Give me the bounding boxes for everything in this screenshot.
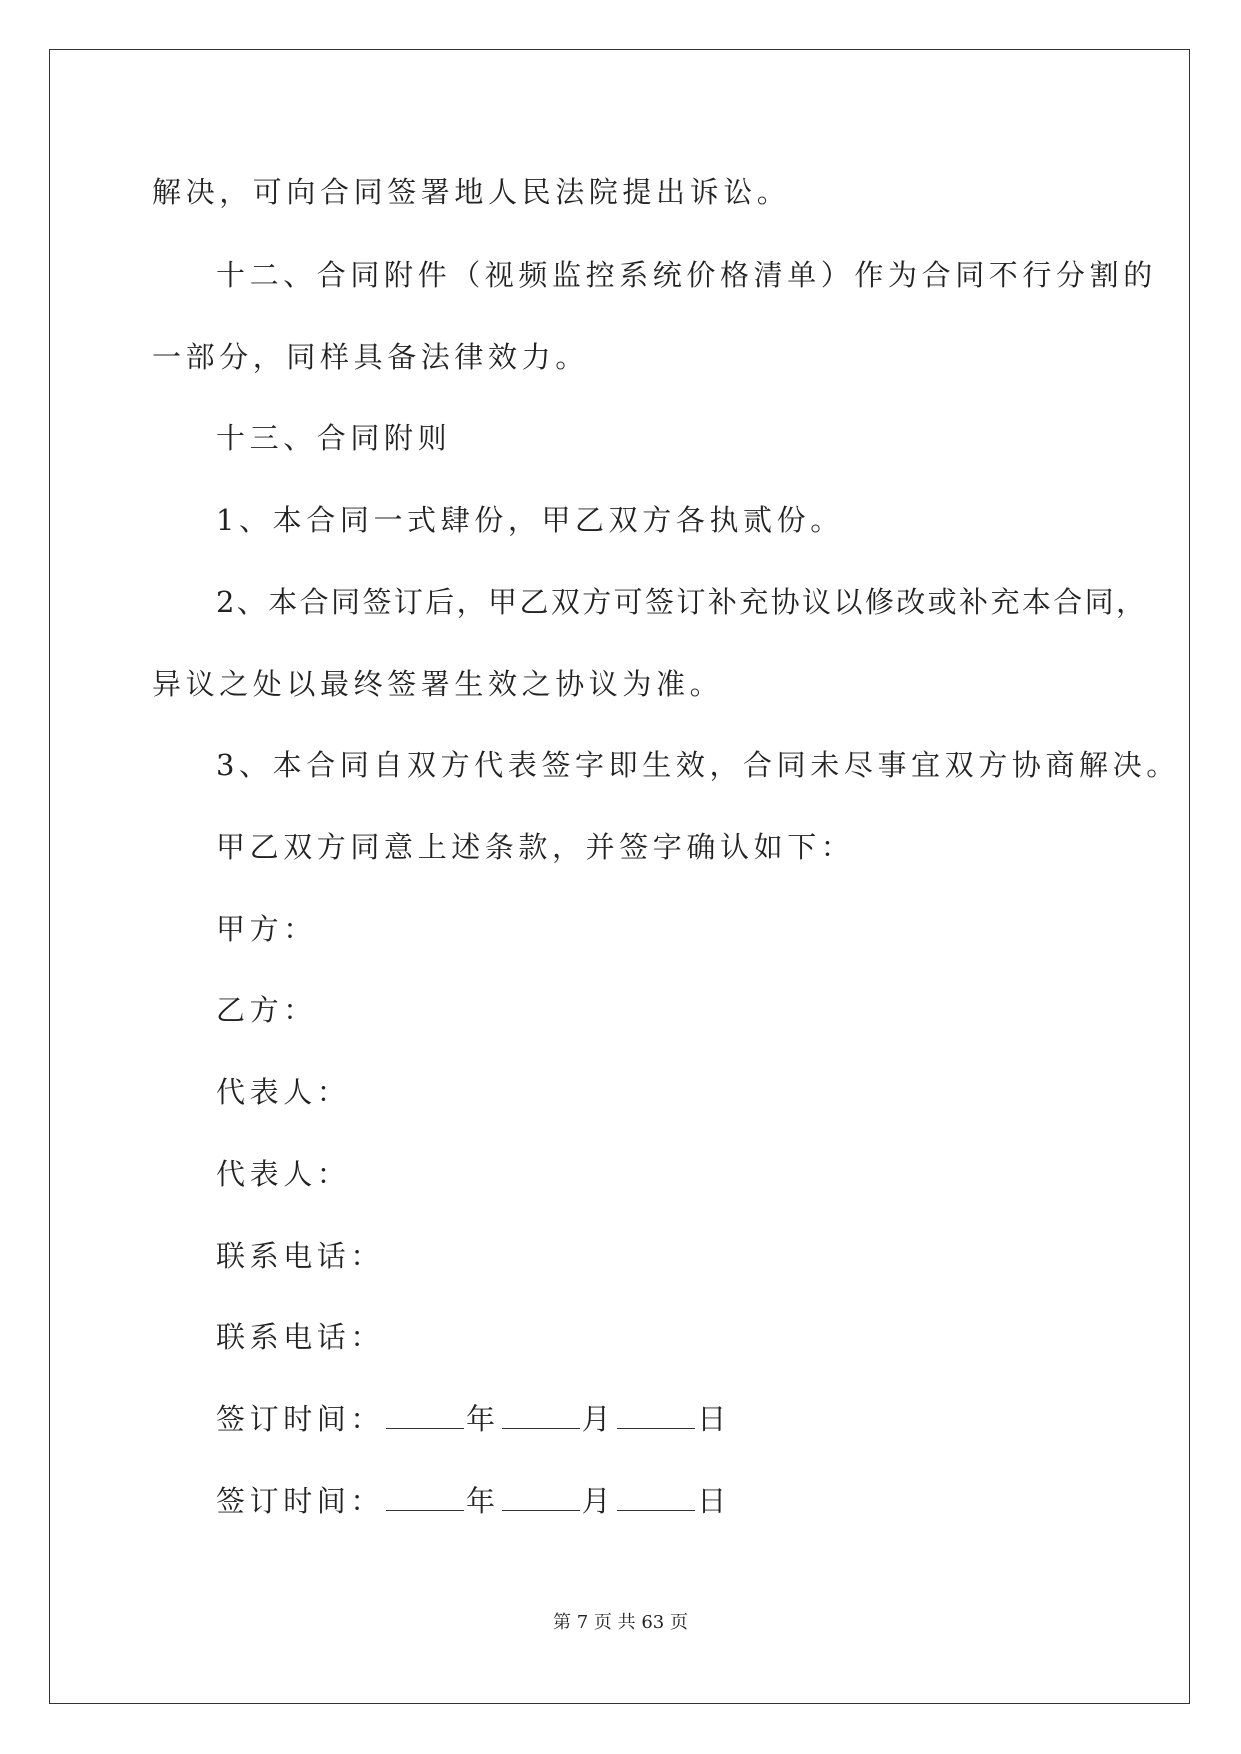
- day-blank: [617, 1402, 695, 1429]
- agreement-statement: 甲乙双方同意上述条款，并签字确认如下：: [216, 830, 855, 864]
- year-blank: [386, 1402, 464, 1429]
- day-blank: [617, 1484, 695, 1511]
- month-unit: 月: [581, 1484, 616, 1518]
- sign-date-line: [216, 1399, 731, 1439]
- sign-date-label: 签订时间：: [216, 1402, 385, 1436]
- year-blank: [386, 1484, 464, 1511]
- text-line: 解决，可向合同签署地人民法院提出诉讼。: [152, 175, 791, 209]
- month-blank: [502, 1484, 580, 1511]
- sign-date-line: [216, 1481, 731, 1521]
- year-unit: 年: [466, 1484, 500, 1518]
- clause-13-item-2: 2、本合同签订后，甲乙双方可签订补充协议以修改或补充本合同，: [216, 585, 1148, 619]
- clause-13-item-1: 1、本合同一式肆份，甲乙双方各执贰份。: [216, 503, 844, 537]
- day-unit: 日: [697, 1402, 731, 1436]
- year-unit: 年: [466, 1402, 500, 1436]
- month-unit: 月: [581, 1402, 616, 1436]
- month-blank: [502, 1402, 580, 1429]
- day-unit: 日: [697, 1484, 731, 1518]
- representative-label: 代表人：: [216, 1075, 351, 1109]
- phone-label: 联系电话：: [216, 1239, 385, 1273]
- party-b-label: 乙方：: [216, 993, 317, 1027]
- page-number-footer: 第 7 页 共 63 页: [553, 1612, 688, 1633]
- sign-date-label: 签订时间：: [216, 1484, 385, 1518]
- representative-label: 代表人：: [216, 1157, 351, 1191]
- party-a-label: 甲方：: [216, 912, 317, 946]
- page-frame: [49, 49, 1190, 1704]
- text-line: 一部分，同样具备法律效力。: [152, 340, 589, 374]
- clause-13-item-3: 3、本合同自双方代表签字即生效，合同未尽事宜双方协商解决。: [216, 748, 1180, 782]
- clause-13-heading: 十三、合同附则: [216, 421, 452, 455]
- text-line: 异议之处以最终签署生效之协议为准。: [152, 667, 724, 701]
- phone-label: 联系电话：: [216, 1320, 385, 1354]
- clause-12-line: 十二、合同附件（视频监控系统价格清单）作为合同不行分割的: [216, 258, 1157, 292]
